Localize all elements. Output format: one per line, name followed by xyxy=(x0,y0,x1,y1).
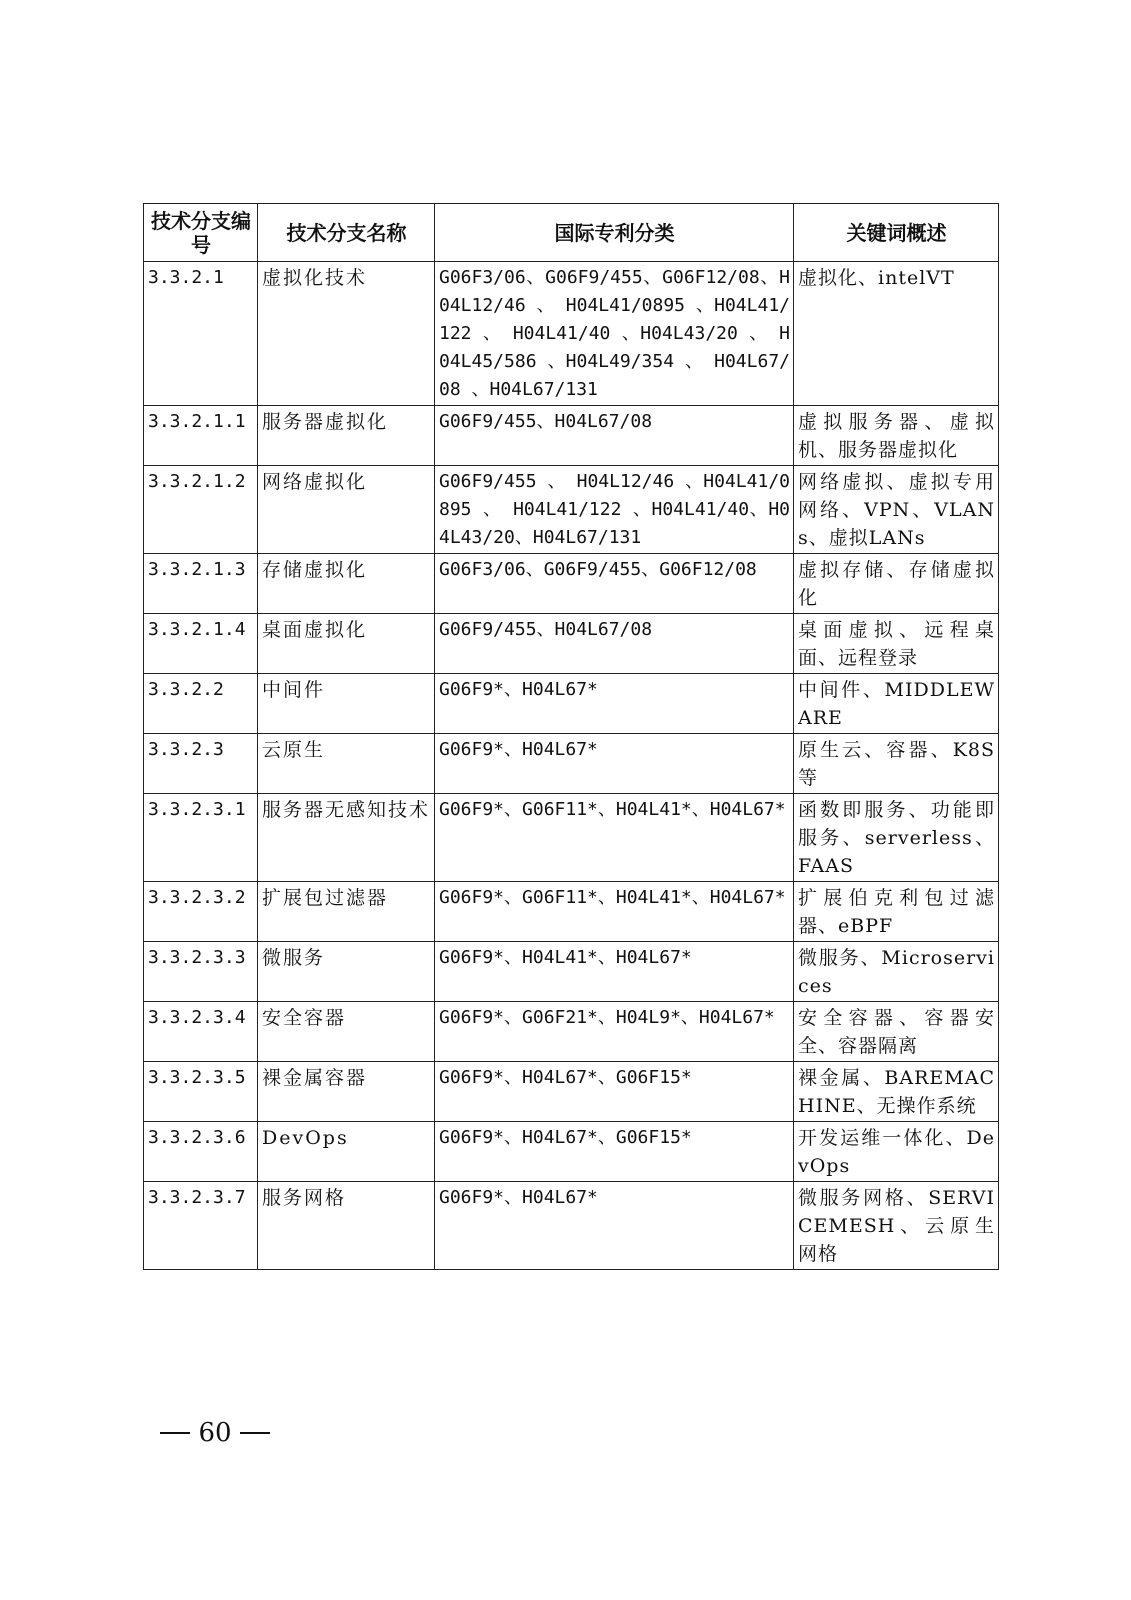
ipc-codes: G06F3/06、G06F9/455、G06F12/08、H04L12/46 、 H04L41/0895 、H04L41/122 、 H04L41/40 、H04L43/20 、 H04L45/586 、H04L49/354 、 H04L67/08 、H04L67/131 xyxy=(435,262,794,406)
branch-name: 桌面虚拟化 xyxy=(258,614,435,674)
branch-code: 3.3.2.1.4 xyxy=(144,614,258,674)
keywords: 网络虚拟、虚拟专用网络、VPN、VLANs、虚拟LANs xyxy=(794,466,999,554)
branch-name: 扩展包过滤器 xyxy=(258,882,435,942)
branch-name: 服务网格 xyxy=(258,1182,435,1270)
table-row xyxy=(144,674,999,734)
keywords: 虚拟化、intelVT xyxy=(794,262,999,406)
table-row xyxy=(144,882,999,942)
ipc-codes: G06F9/455、H04L67/08 xyxy=(435,614,794,674)
ipc-codes: G06F3/06、G06F9/455、G06F12/08 xyxy=(435,554,794,614)
table-header xyxy=(144,204,999,262)
table-row xyxy=(144,466,999,554)
branch-code: 3.3.2.2 xyxy=(144,674,258,734)
branch-code: 3.3.2.3.2 xyxy=(144,882,258,942)
keywords: 开发运维一体化、DevOps xyxy=(794,1122,999,1182)
ipc-codes: G06F9*、H04L67* xyxy=(435,674,794,734)
keywords: 虚拟服务器、虚拟机、服务器虚拟化 xyxy=(794,406,999,466)
header-branch-name: 技术分支名称 xyxy=(258,204,435,262)
branch-code: 3.3.2.3 xyxy=(144,734,258,794)
branch-name: 云原生 xyxy=(258,734,435,794)
ipc-codes: G06F9*、H04L67*、G06F15* xyxy=(435,1122,794,1182)
keywords: 中间件、MIDDLEWARE xyxy=(794,674,999,734)
table-row xyxy=(144,794,999,882)
keywords: 微服务、Microservices xyxy=(794,942,999,1002)
branch-name: 中间件 xyxy=(258,674,435,734)
table-body xyxy=(144,262,999,1270)
branch-code: 3.3.2.3.6 xyxy=(144,1122,258,1182)
ipc-codes: G06F9*、H04L67* xyxy=(435,1182,794,1270)
keywords: 微服务网格、SERVICEMESH、云原生网格 xyxy=(794,1182,999,1270)
branch-code: 3.3.2.1.2 xyxy=(144,466,258,554)
page-number: 60 xyxy=(198,1418,232,1448)
keywords: 函数即服务、功能即服务、serverless、FAAS xyxy=(794,794,999,882)
header-branch-code: 技术分支编号 xyxy=(144,204,258,262)
ipc-codes: G06F9*、H04L67*、G06F15* xyxy=(435,1062,794,1122)
table-row xyxy=(144,554,999,614)
ipc-codes: G06F9*、H04L41*、H04L67* xyxy=(435,942,794,1002)
branch-name: 服务器无感知技术 xyxy=(258,794,435,882)
table-row xyxy=(144,1122,999,1182)
keywords: 安全容器、容器安全、容器隔离 xyxy=(794,1002,999,1062)
left-dash xyxy=(160,1432,190,1434)
ipc-codes: G06F9*、G06F11*、H04L41*、H04L67* xyxy=(435,882,794,942)
table-row xyxy=(144,406,999,466)
table-row xyxy=(144,262,999,406)
branch-code: 3.3.2.1 xyxy=(144,262,258,406)
table-row xyxy=(144,734,999,794)
keywords: 裸金属、BAREMACHINE、无操作系统 xyxy=(794,1062,999,1122)
branch-code: 3.3.2.3.4 xyxy=(144,1002,258,1062)
branch-code: 3.3.2.1.3 xyxy=(144,554,258,614)
branch-code: 3.3.2.3.7 xyxy=(144,1182,258,1270)
branch-code: 3.3.2.3.3 xyxy=(144,942,258,1002)
ipc-codes: G06F9/455 、 H04L12/46 、H04L41/0895 、 H04L41/122 、H04L41/40、H04L43/20、H04L67/131 xyxy=(435,466,794,554)
branch-code: 3.3.2.1.1 xyxy=(144,406,258,466)
table-row xyxy=(144,942,999,1002)
branch-code: 3.3.2.3.5 xyxy=(144,1062,258,1122)
branch-name: 服务器虚拟化 xyxy=(258,406,435,466)
ipc-codes: G06F9*、H04L67* xyxy=(435,734,794,794)
patent-classification-table xyxy=(143,203,999,1270)
keywords: 虚拟存储、存储虚拟化 xyxy=(794,554,999,614)
table-row xyxy=(144,1182,999,1270)
header-keywords: 关键词概述 xyxy=(794,204,999,262)
table-row xyxy=(144,1062,999,1122)
table-row xyxy=(144,1002,999,1062)
ipc-codes: G06F9*、G06F11*、H04L41*、H04L67* xyxy=(435,794,794,882)
branch-name: DevOps xyxy=(258,1122,435,1182)
right-dash xyxy=(240,1432,270,1434)
branch-name: 裸金属容器 xyxy=(258,1062,435,1122)
ipc-codes: G06F9/455、H04L67/08 xyxy=(435,406,794,466)
branch-name: 网络虚拟化 xyxy=(258,466,435,554)
branch-name: 存储虚拟化 xyxy=(258,554,435,614)
branch-name: 微服务 xyxy=(258,942,435,1002)
page-footer xyxy=(160,1418,270,1448)
ipc-codes: G06F9*、G06F21*、H04L9*、H04L67* xyxy=(435,1002,794,1062)
keywords: 扩展伯克利包过滤器、eBPF xyxy=(794,882,999,942)
table-row xyxy=(144,614,999,674)
branch-code: 3.3.2.3.1 xyxy=(144,794,258,882)
branch-name: 虚拟化技术 xyxy=(258,262,435,406)
keywords: 桌面虚拟、远程桌面、远程登录 xyxy=(794,614,999,674)
keywords: 原生云、容器、K8S等 xyxy=(794,734,999,794)
branch-name: 安全容器 xyxy=(258,1002,435,1062)
header-ipc: 国际专利分类 xyxy=(435,204,794,262)
